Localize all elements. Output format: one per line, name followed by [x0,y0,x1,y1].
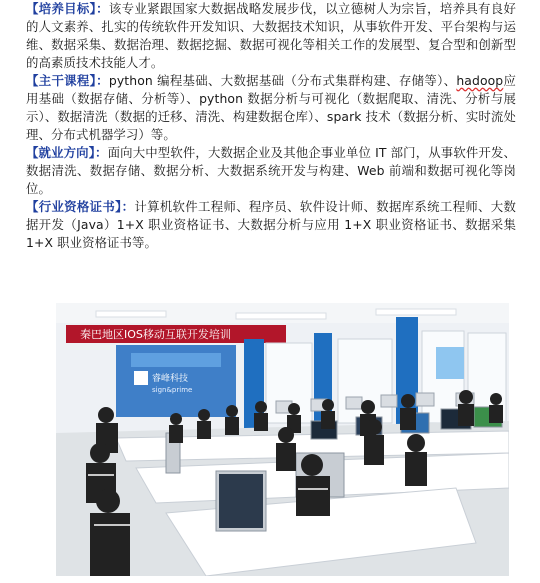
section-text: 面向大中型软件，大数据企业及其他企事业单位 IT 部门，从事软件开发、数据清洗、数据存储、数据分析、大数据系统开发与构建、Web 前端和数据可视化等岗位。 [26,145,516,196]
article-body [26,0,516,252]
screen-logo-subtext: sign&prime [152,386,193,394]
ceiling-light [96,311,166,317]
section-label: 【培养目标】： [26,1,109,16]
classroom-illustration [56,303,509,576]
section-certificates [26,198,516,252]
screen-panel [131,353,221,367]
spellcheck-underlined-word: hadoop [456,73,504,88]
section-label: 【主干课程】： [26,73,109,88]
section-text: 计算机软件工程师、程序员、软件设计师、数据库系统工程师、大数据开发（Java）1+X 职业资格证书、大数据分析与应用 1+X 职业资格证书、数据采集 1+X 职业资格证书等。 [26,199,517,250]
banner-text: 秦巴地区IOS移动互联开发培训 [80,328,231,341]
screen-logo-text: 睿峰科技 [152,374,189,384]
section-core-courses [26,72,516,144]
screen-logo-mark [134,371,148,385]
section-text-continued: 应用基础（数据存储、分析等）、python 数据分析与可视化（数据爬取、清洗、分析与展示）、数据清洗（数据的迁移、清洗、构建数据仓库）、spark 技术（数据分析、实时流处理、分布式机器学习）等。 [26,73,517,142]
section-label: 【就业方向】： [26,145,108,160]
section-text: 该专业紧跟国家大数据战略发展步伐，以立德树人为宗旨，培养具有良好的人文素养、扎实的传统软件开发知识、大数据技术知识，从事软件开发、平台架构与运维、数据采集、数据治理、数据挖掘、数据可视化等相关工作的发展型、复合型和创新型的高素质技术技能人才。 [26,1,516,70]
section-training-goal [26,0,516,72]
ceiling-light [236,313,326,319]
section-text: python 编程基础、大数据基础（分布式集群构建、存储等）、 [108,73,457,88]
classroom-photo [56,303,509,576]
section-label: 【行业资格证书】： [26,199,135,214]
ceiling-light [376,309,456,315]
wall-poster [436,347,464,379]
section-career-direction [26,144,516,198]
